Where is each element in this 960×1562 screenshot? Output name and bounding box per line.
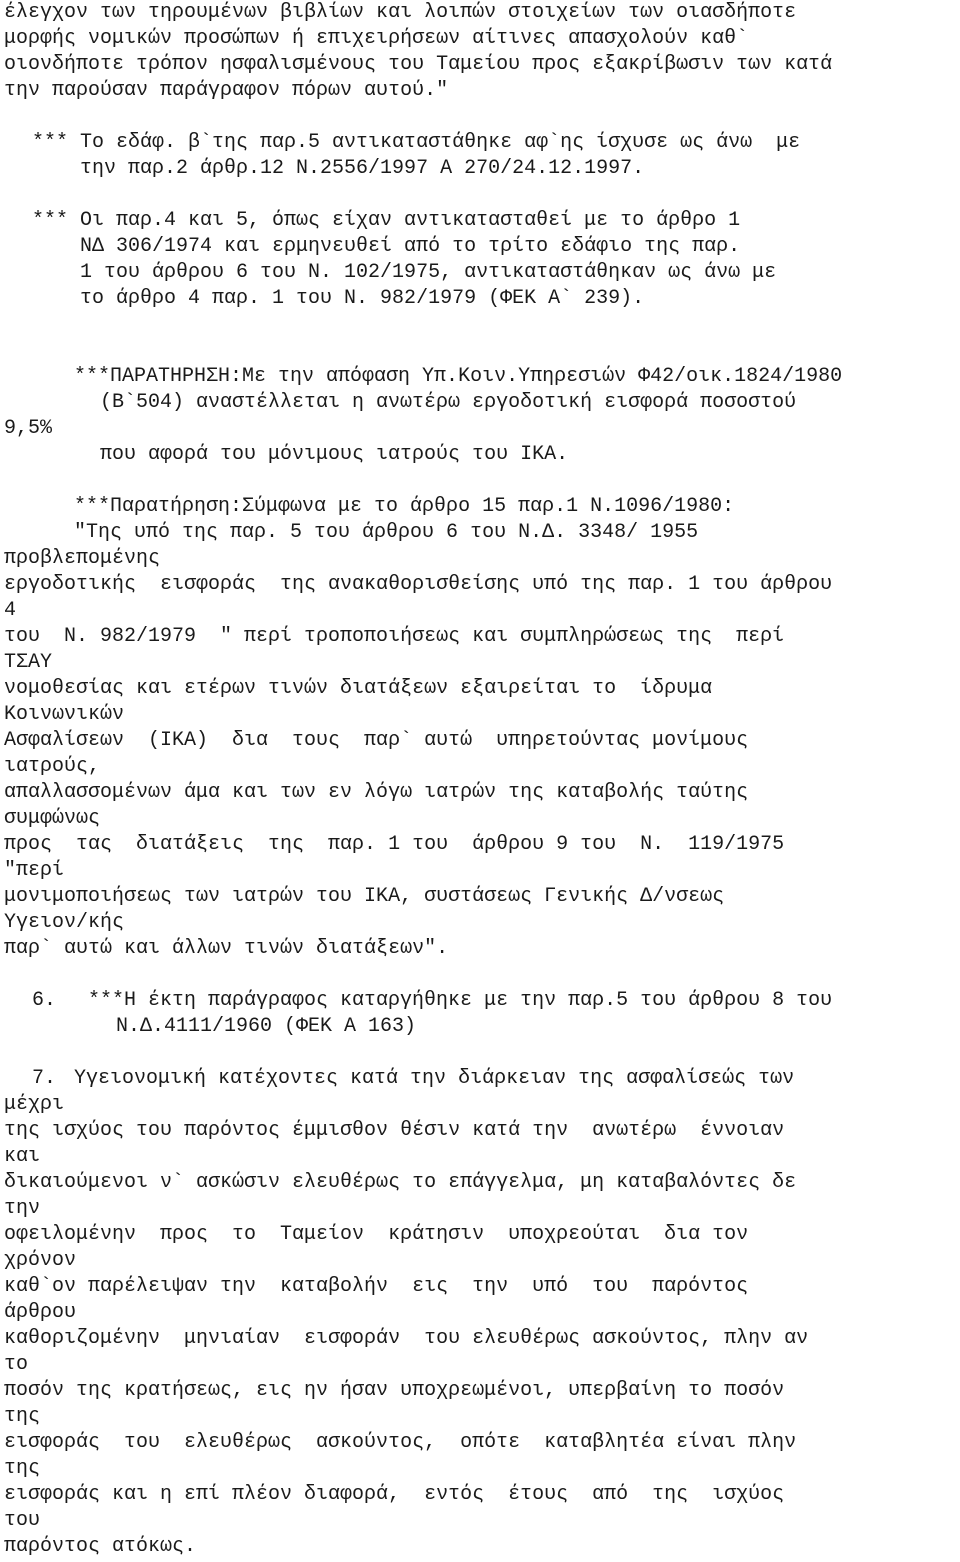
paragraph-7-line: καθοριζομένην μηνιαίαν εισφοράν του ελευθέρως ασκούντος, πλην αν (4, 1327, 809, 1350)
paragraph-7-line: καθ`ον παρέλειψαν την καταβολήν εις την υπό του παρόντος (4, 1275, 749, 1298)
paragraph-7-line: παρόντος ατόκως. (4, 1535, 197, 1558)
amendment-note-line: το άρθρο 4 παρ. 1 του Ν. 982/1979 (ΦΕΚ Α` 239). (32, 287, 645, 310)
paragraph-6-line: Ν.Δ.4111/1960 (ΦΕΚ Α 163) (116, 1015, 417, 1038)
remark-line: που αφορά του μόνιμους ιατρούς του ΙΚΑ. (100, 443, 569, 466)
paragraph-7-line: της (4, 1405, 41, 1428)
remark-line: "Της υπό της παρ. 5 του άρθρου 6 του Ν.Δ. 3348/ 1955 (74, 521, 699, 544)
remark-line: απαλλασσομένων άμα και των εν λόγω ιατρών της καταβολής ταύτης (4, 781, 749, 804)
paragraph-7-line: δικαιούμενοι ν` ασκώσιν ελευθέρως το επάγγελμα, μη καταβαλόντες δε (4, 1171, 797, 1194)
paragraph-7-number: 7. (32, 1067, 57, 1090)
remark-line: Κοινωνικών (4, 703, 125, 726)
remark-percentage: 9,5% (4, 417, 53, 440)
paragraph-6-number: 6. (32, 989, 57, 1012)
remark-line: εργοδοτικής εισφοράς της ανακαθορισθείσης υπό της παρ. 1 του άρθρου (4, 573, 833, 596)
amendment-note-line: *** Οι παρ.4 και 5, όπως είχαν αντικατασταθεί με το άρθρο 1 (32, 209, 741, 232)
remark-line: μονιμοποιήσεως των ιατρών του ΙΚΑ, συστάσεως Γενικής Δ/νσεως (4, 885, 725, 908)
remark-line: νομοθεσίας και ετέρων τινών διατάξεων εξαιρείται το ίδρυμα (4, 677, 713, 700)
remark-line: 4 (4, 599, 17, 622)
paragraph-5-line: οιονδήποτε τρόπον ησφαλισμένους του Ταμείου προς εξακρίβωσιν των κατά (4, 53, 833, 76)
remark-line: προς τας διατάξεις της παρ. 1 του άρθρου 9 του Ν. 119/1975 (4, 833, 785, 856)
paragraph-7-line: χρόνον (4, 1249, 77, 1272)
remark-line: Υγειον/κής (4, 911, 125, 934)
remark-line: ιατρούς, (4, 755, 101, 778)
paragraph-5-line: έλεγχον των τηρουμένων βιβλίων και λοιπών στοιχείων των οιασδήποτε (4, 1, 797, 24)
amendment-note-line: 1 του άρθρου 6 του Ν. 102/1975, αντικαταστάθηκαν ως άνω με (32, 261, 777, 284)
remark-line: ***ΠΑΡΑΤΗΡΗΣΗ:Με την απόφαση Υπ.Κοιν.Υπηρεσιών Φ42/οικ.1824/1980 (74, 365, 843, 388)
paragraph-5-line: μορφής νομικών προσώπων ή επιχειρήσεων αίτινες απασχολούν καθ` (4, 27, 749, 50)
paragraph-7-line: ποσόν της κρατήσεως, εις ην ήσαν υποχρεωμένοι, υπερβαίνη το ποσόν (4, 1379, 785, 1402)
paragraph-6-line: ***Η έκτη παράγραφος καταργήθηκε με την παρ.5 του άρθρου 8 του (88, 989, 833, 1012)
amendment-note-line: *** Το εδάφ. β`της παρ.5 αντικαταστάθηκε αφ`ης ίσχυσε ως άνω με (32, 131, 801, 154)
paragraph-7-line: οφειλομένην προς το Ταμείον κράτησιν υποχρεούται δια τον (4, 1223, 749, 1246)
paragraph-7-line: εισφοράς του ελευθέρως ασκούντος, οπότε καταβλητέα είναι πλην (4, 1431, 797, 1454)
paragraph-7-line: της ισχύος του παρόντος έμμισθον θέσιν κατά την ανωτέρω έννοιαν (4, 1119, 785, 1142)
remark-line: ΤΣΑΥ (4, 651, 53, 674)
remark-line: ***Παρατήρηση:Σύμφωνα με το άρθρο 15 παρ.1 Ν.1096/1980: (74, 495, 735, 518)
paragraph-7-line: Υγειονομική κατέχοντες κατά την διάρκειαν της ασφαλίσεώς των (74, 1067, 795, 1090)
amendment-note-line: ΝΔ 306/1974 και ερμηνευθεί από το τρίτο εδάφιο της παρ. (32, 235, 741, 258)
paragraph-7-line: εισφοράς και η επί πλέον διαφορά, εντός έτους από της ισχύος (4, 1483, 785, 1506)
paragraph-7-line: της (4, 1457, 41, 1480)
paragraph-7-line: την (4, 1197, 41, 1220)
remark-line: (Β`504) αναστέλλεται η ανωτέρω εργοδοτική εισφορά ποσοστού (100, 391, 797, 414)
remark-line: προβλεπομένης (4, 547, 161, 570)
paragraph-7-line: του (4, 1509, 41, 1532)
paragraph-7-line: το (4, 1353, 29, 1376)
paragraph-7-line: και (4, 1145, 41, 1168)
remark-line: του Ν. 982/1979 " περί τροποποιήσεως και συμπληρώσεως της περί (4, 625, 785, 648)
remark-line: Ασφαλίσεων (ΙΚΑ) δια τους παρ` αυτώ υπηρετούντας μονίμους (4, 729, 749, 752)
remark-line: παρ` αυτώ και άλλων τινών διατάξεων". (4, 937, 449, 960)
amendment-note-line: την παρ.2 άρθρ.12 Ν.2556/1997 Α 270/24.12.1997. (32, 157, 645, 180)
paragraph-7-line: άρθρου (4, 1301, 77, 1324)
paragraph-7-line: μέχρι (4, 1093, 65, 1116)
paragraph-5-line: την παρούσαν παράγραφον πόρων αυτού." (4, 79, 449, 102)
remark-line: "περί (4, 859, 65, 882)
remark-line: συμφώνως (4, 807, 101, 830)
